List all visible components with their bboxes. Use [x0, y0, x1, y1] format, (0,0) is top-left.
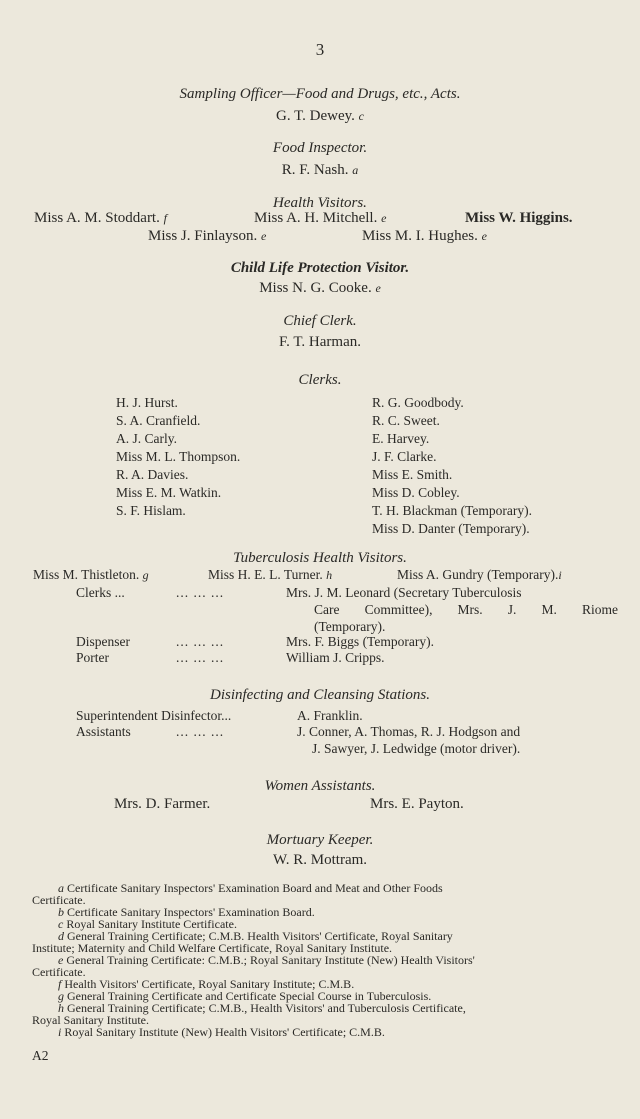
mortuary-keeper-heading: Mortuary Keeper.	[266, 832, 374, 848]
mortuary-keeper-name: W. R. Mottram.	[272, 852, 368, 868]
clerk-name: E. Harvey.	[372, 431, 430, 446]
health-visitor: Miss A. M. Stoddart. f	[34, 210, 167, 226]
footnote-a: a Certificate Sanitary Inspectors' Examination Board and Meat and Other Foods	[58, 881, 443, 895]
assistants-value: J. Conner, A. Thomas, R. J. Hodgson and	[297, 724, 521, 739]
sampling-officer-name: G. T. Dewey. c	[276, 108, 364, 124]
health-visitors-heading: Health Visitors.	[273, 195, 367, 211]
tb-clerks-value: (Temporary).	[314, 619, 386, 634]
clerk-name: Miss M. L. Thompson.	[116, 449, 241, 464]
clerk-name: Miss D. Danter (Temporary).	[372, 521, 530, 536]
superintendent-value: A. Franklin.	[297, 708, 363, 723]
superintendent-label: Superintendent Disinfector...	[76, 708, 232, 723]
signature-mark: A2	[32, 1048, 49, 1063]
clerk-name: R. G. Goodbody.	[372, 395, 464, 410]
clerk-name: T. H. Blackman (Temporary).	[372, 503, 532, 518]
porter-value: William J. Cripps.	[286, 650, 385, 665]
footnote-d-cont: Institute; Maternity and Child Welfare Certificate, Royal Sanitary Institute.	[32, 941, 393, 955]
footnote-e: e General Training Certificate: C.M.B.; Royal Sanitary Institute (New) Health Visitors'	[58, 953, 475, 967]
food-inspector-heading: Food Inspector.	[272, 140, 368, 156]
footnote-g: g General Training Certificate and Certificate Special Course in Tuberculosis.	[58, 989, 432, 1003]
clerks-heading: Clerks.	[298, 372, 342, 388]
disinfecting-heading: Disinfecting and Cleansing Stations.	[210, 687, 430, 703]
sampling-officer-heading: Sampling Officer—Food and Drugs, etc., Acts.	[179, 86, 461, 102]
health-visitor: Miss M. I. Hughes. e	[362, 228, 487, 244]
health-visitor: Miss J. Finlayson. e	[148, 228, 267, 244]
qualification-mark: a	[352, 163, 359, 177]
page-number: 3	[315, 40, 325, 59]
assistants-value: J. Sawyer, J. Ledwidge (motor driver).	[312, 741, 521, 756]
footnote-a-cont: Certificate.	[32, 893, 86, 907]
leader-dots: ... ... ...	[176, 634, 225, 649]
clerk-name: A. J. Carly.	[116, 431, 177, 446]
leader-dots: ... ... ...	[176, 585, 225, 600]
chief-clerk-name: F. T. Harman.	[279, 334, 361, 350]
child-life-heading: Child Life Protection Visitor.	[230, 260, 410, 276]
footnote-c: c Royal Sanitary Institute Certificate.	[58, 917, 237, 931]
clerk-name: R. C. Sweet.	[372, 413, 440, 428]
qualification-mark: c	[358, 109, 364, 123]
leader-dots: ... ... ...	[176, 724, 225, 739]
tb-clerks-value: Care Committee), Mrs. J. M. Riome	[314, 602, 618, 617]
footnote-d: d General Training Certificate; C.M.B. Health Visitors' Certificate, Royal Sanitary	[58, 929, 453, 943]
footnote-h: h General Training Certificate; C.M.B., Health Visitors' and Tuberculosis Certificate,	[58, 1001, 466, 1015]
women-assistant-name: Mrs. D. Farmer.	[114, 796, 211, 812]
health-visitor: Miss A. H. Mitchell. e	[254, 210, 387, 226]
footnote-f: f Health Visitors' Certificate, Royal Sanitary Institute; C.M.B.	[58, 977, 355, 991]
clerk-name: Miss D. Cobley.	[372, 485, 460, 500]
clerk-name: H. J. Hurst.	[116, 395, 178, 410]
dispenser-label: Dispenser	[76, 634, 130, 649]
tb-visitor: Miss A. Gundry (Temporary).i	[397, 567, 562, 582]
porter-label: Porter	[76, 650, 109, 665]
chief-clerk-heading: Chief Clerk.	[283, 313, 357, 329]
clerk-name: J. F. Clarke.	[372, 449, 437, 464]
footnote-h-cont: Royal Sanitary Institute.	[32, 1013, 149, 1027]
footnote-i: i Royal Sanitary Institute (New) Health Visitors' Certificate; C.M.B.	[58, 1025, 385, 1039]
footnote-b: b Certificate Sanitary Inspectors' Examination Board.	[58, 905, 315, 919]
tb-visitor: Miss M. Thistleton. g	[33, 567, 149, 582]
leader-dots: ... ... ...	[176, 650, 225, 665]
women-assistant-name: Mrs. E. Payton.	[370, 796, 464, 812]
clerk-name: S. A. Cranfield.	[116, 413, 201, 428]
tb-clerks-label: Clerks ...	[76, 585, 125, 600]
footnote-e-cont: Certificate.	[32, 965, 86, 979]
women-assistants-heading: Women Assistants.	[264, 778, 376, 794]
clerk-name: Miss E. Smith.	[372, 467, 453, 482]
clerk-name: S. F. Hislam.	[116, 503, 186, 518]
food-inspector-name: R. F. Nash. a	[281, 162, 359, 178]
clerk-name: R. A. Davies.	[116, 467, 189, 482]
tb-visitor: Miss H. E. L. Turner. h	[208, 567, 333, 582]
health-visitor: Miss W. Higgins.	[465, 210, 573, 226]
tb-visitors-heading: Tuberculosis Health Visitors.	[233, 550, 407, 566]
child-life-name: Miss N. G. Cooke. e	[259, 280, 381, 296]
dispenser-value: Mrs. F. Biggs (Temporary).	[286, 634, 434, 649]
clerk-name: Miss E. M. Watkin.	[116, 485, 222, 500]
tb-clerks-value: Mrs. J. M. Leonard (Secretary Tuberculosis	[286, 585, 522, 600]
assistants-label: Assistants	[76, 724, 131, 739]
